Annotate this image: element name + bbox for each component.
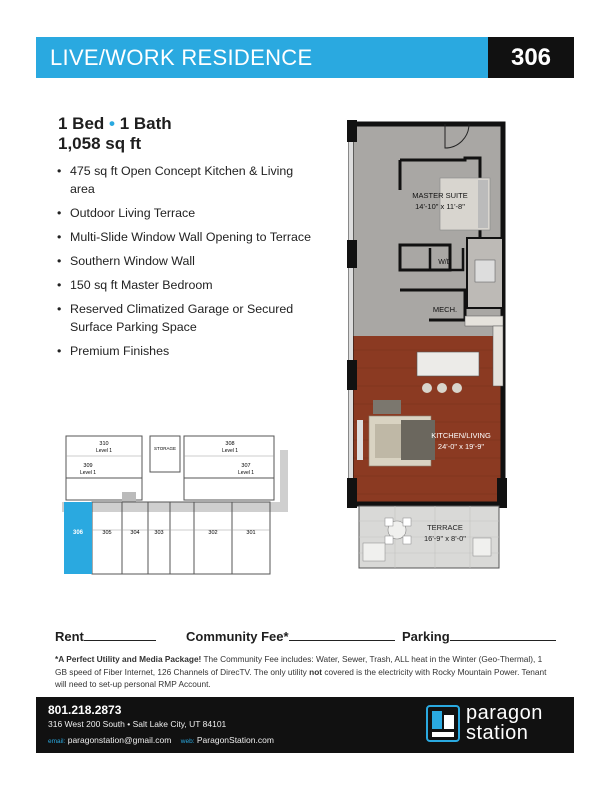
- keyplan-unit: 308: [225, 441, 235, 447]
- fine-print-text: The Community Fee includes: Water, Sewer, Trash, ALL heat in the Winter (Geo-Thermal), 1 GB speed of Fiber Internet, 126 Channels of DirecTV. The only utility: [55, 654, 543, 677]
- keyplan-unit: 304: [130, 530, 140, 536]
- kitchen-living-dims: 24'-0" x 19'-9": [437, 442, 485, 451]
- community-fee-label: Community Fee*: [186, 629, 289, 644]
- feature-item: • Southern Window Wall: [54, 252, 314, 270]
- building-key-plan: [58, 430, 298, 575]
- terrace-label: TERRACE: [427, 523, 463, 532]
- feature-list: [54, 162, 314, 366]
- community-fee-field: [186, 629, 395, 644]
- website-link[interactable]: ParagonStation.com: [196, 735, 274, 745]
- terrace-dims: 16'-9" x 8'-0": [424, 534, 466, 543]
- floor-plan: [345, 120, 510, 572]
- kitchen-living-label: KITCHEN/LIVING: [431, 431, 491, 440]
- feature-item: • Premium Finishes: [54, 342, 314, 360]
- keyplan-unit: 310: [99, 441, 109, 447]
- parking-field: [402, 629, 556, 644]
- rent-field: [55, 629, 156, 644]
- unit-number: 306: [488, 37, 574, 78]
- master-suite-dims: 14'-10" x 11'-8": [415, 202, 465, 211]
- keyplan-unit: 303: [154, 530, 164, 536]
- email-link[interactable]: paragonstation@gmail.com: [67, 735, 172, 745]
- street-address: 316 West 200 South • Salt Lake City, UT 84101: [48, 719, 227, 729]
- keyplan-unit: 309: [83, 463, 93, 469]
- logo-text-paragon: paragon: [466, 702, 543, 724]
- baths: 1 Bath: [119, 114, 172, 133]
- square-footage: 1,058 sq ft: [58, 134, 142, 153]
- listing-title: LIVE/WORK RESIDENCE: [36, 37, 488, 78]
- feature-item: • 475 sq ft Open Concept Kitchen & Living area: [54, 162, 314, 198]
- keyplan-unit-highlight: 306: [72, 530, 84, 536]
- master-suite-label: MASTER SUITE: [412, 191, 468, 200]
- rent-label: Rent: [55, 629, 84, 644]
- feature-item: • Reserved Climatized Garage or Secured Surface Parking Space: [54, 300, 314, 336]
- mech-label: MECH.: [432, 305, 458, 314]
- keyplan-level: Level 1: [79, 470, 97, 476]
- paragon-logo-icon: [426, 705, 462, 743]
- fine-print-not: not: [309, 666, 323, 677]
- unit-specs: [58, 114, 172, 154]
- keyplan-level: Level 1: [221, 448, 239, 454]
- fine-print-text-2: covered is the electricity with Rocky Mountain Power. Tenant will need to set-up personal RMP Account.: [55, 666, 547, 689]
- fine-print: [55, 653, 555, 691]
- spec-separator: •: [109, 114, 115, 133]
- keyplan-unit: 307: [241, 463, 251, 469]
- keyplan-unit: 302: [208, 530, 218, 536]
- keyplan-unit: 305: [102, 530, 112, 536]
- feature-item: • Outdoor Living Terrace: [54, 204, 314, 222]
- keyplan-level: Level 1: [95, 448, 113, 454]
- phone-number[interactable]: 801.218.2873: [48, 703, 122, 717]
- keyplan-level: Level 1: [237, 470, 255, 476]
- contact-line: [48, 735, 274, 745]
- fee-fields: [55, 629, 555, 645]
- feature-item: • Multi-Slide Window Wall Opening to Terrace: [54, 228, 314, 246]
- beds: 1 Bed: [58, 114, 105, 133]
- parking-label: Parking: [402, 629, 450, 644]
- logo-text-station: station: [466, 722, 529, 744]
- feature-item: • 150 sq ft Master Bedroom: [54, 276, 314, 294]
- keyplan-storage: STORAGE: [154, 446, 176, 451]
- wd-label: W/D: [438, 259, 452, 266]
- fine-print-bold: *A Perfect Utility and Media Package!: [55, 654, 202, 664]
- email-label: email:: [48, 738, 66, 745]
- web-label: web:: [180, 738, 195, 745]
- keyplan-unit: 301: [246, 530, 256, 536]
